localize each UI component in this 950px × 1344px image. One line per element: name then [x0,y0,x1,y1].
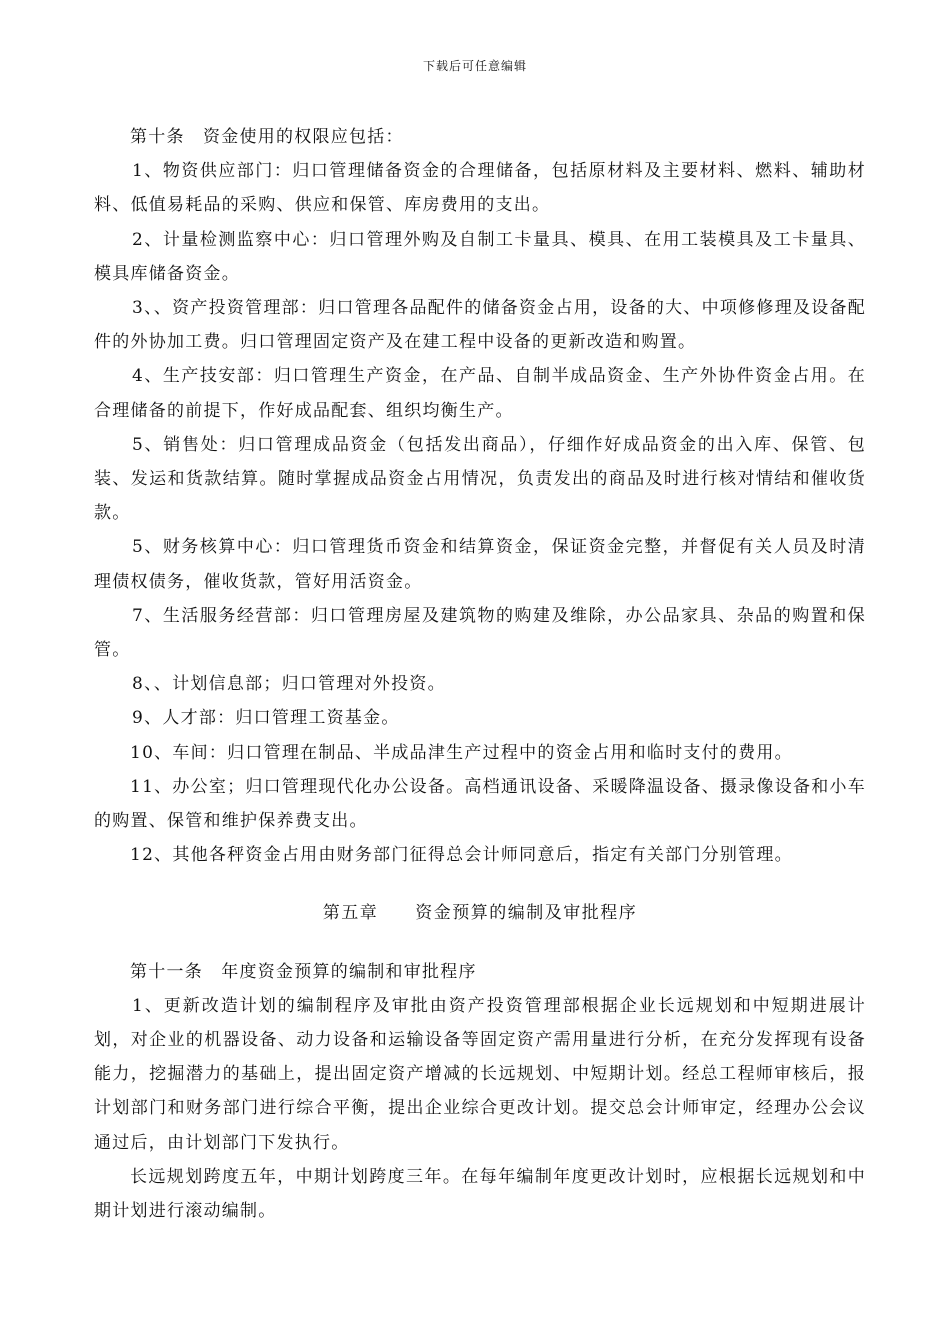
chapter-5-title: 第五章 资金预算的编制及审批程序 [322,903,638,924]
page-header: 下载后可任意编辑 [422,59,527,73]
article-10-item-4: 4、生产技安部：归口管理生产资金，在产品、自制半成品资金、生产外协件资金占用。在合理储备的前提下，作好成品配套、组织均衡生产。 [94,366,866,421]
article-10-item-2: 2、计量检测监察中心：归口管理外购及自制工卡量具、模具、在用工装模具及工卡量具、模具库储备资金。 [94,229,866,284]
article-11-note: 长远规划跨度五年，中期计划跨度三年。在每年编制年度更改计划时，应根据长远规划和中期计划进行滚动编制。 [94,1166,866,1222]
article-10-item-9: 9、人才部：归口管理工资基金。 [132,708,400,729]
article-10-item-12: 12、其他各秤资金占用由财务部门征得总会计师同意后，指定有关部门分别管理。 [130,845,793,866]
article-11-item-1: 1、更新改造计划的编制程序及审批由资产投资管理部根据企业长远规划和中短期进展计划，对企业的机器设备、动力设备和运输设备等固定资产需用量进行分析，在充分发挥现有设备能力，挖掘潜力的基础上，提出固定资产增减的长远规划、中短期计划。经总工程师审核后，报计划部门和财务部门进行综合平衡，提出企业综合更改计划。提交总会计师审定，经理办公会议通过后，由计划部门下发执行。 [94,995,866,1153]
article-10-item-7: 7、生活服务经营部：归口管理房屋及建筑物的购建及维除，办公品家具、杂品的购置和保管。 [94,605,866,661]
article-10-item-10: 10、车间：归口管理在制品、半成品津生产过程中的资金占用和临时支付的费用。 [130,742,793,763]
article-10-title: 第十条 资金使用的权限应包括： [130,127,404,147]
article-10-item-5: 5、销售处：归口管理成品资金（包括发出商品），仔细作好成品资金的出入库、保管、包装、发运和货款结算。随时掌握成品资金占用情况，负责发出的商品及时进行核对情结和催收货款。 [94,434,866,524]
article-10-item-8: 8、、计划信息部；归口管理对外投资。 [132,674,446,695]
article-10-item-11: 11、办公室；归口管理现代化办公设备。高档通讯设备、采暖降温设备、摄录像设备和小车的购置、保管和维护保养费支出。 [94,776,866,832]
document-body [94,120,866,1228]
article-10-item-3: 3、、资产投资管理部：归口管理各品配件的储备资金占用，设备的大、中项修修理及设备配件的外协加工费。归口管理固定资产及在建工程中设备的更新改造和购置。 [94,298,866,353]
article-10-item-1: 1、物资供应部门：归口管理储备资金的合理储备，包括原材料及主要材料、燃料、辅助材料、低值易耗品的采购、供应和保管、库房费用的支出。 [94,161,866,216]
article-11-title: 第十一条 年度资金预算的编制和审批程序 [130,961,477,982]
article-10-item-6: 5、财务核算中心：归口管理货币资金和结算资金，保证资金完整，并督促有关人员及时清理债权债务，催收货款，管好用活资金。 [94,537,866,592]
